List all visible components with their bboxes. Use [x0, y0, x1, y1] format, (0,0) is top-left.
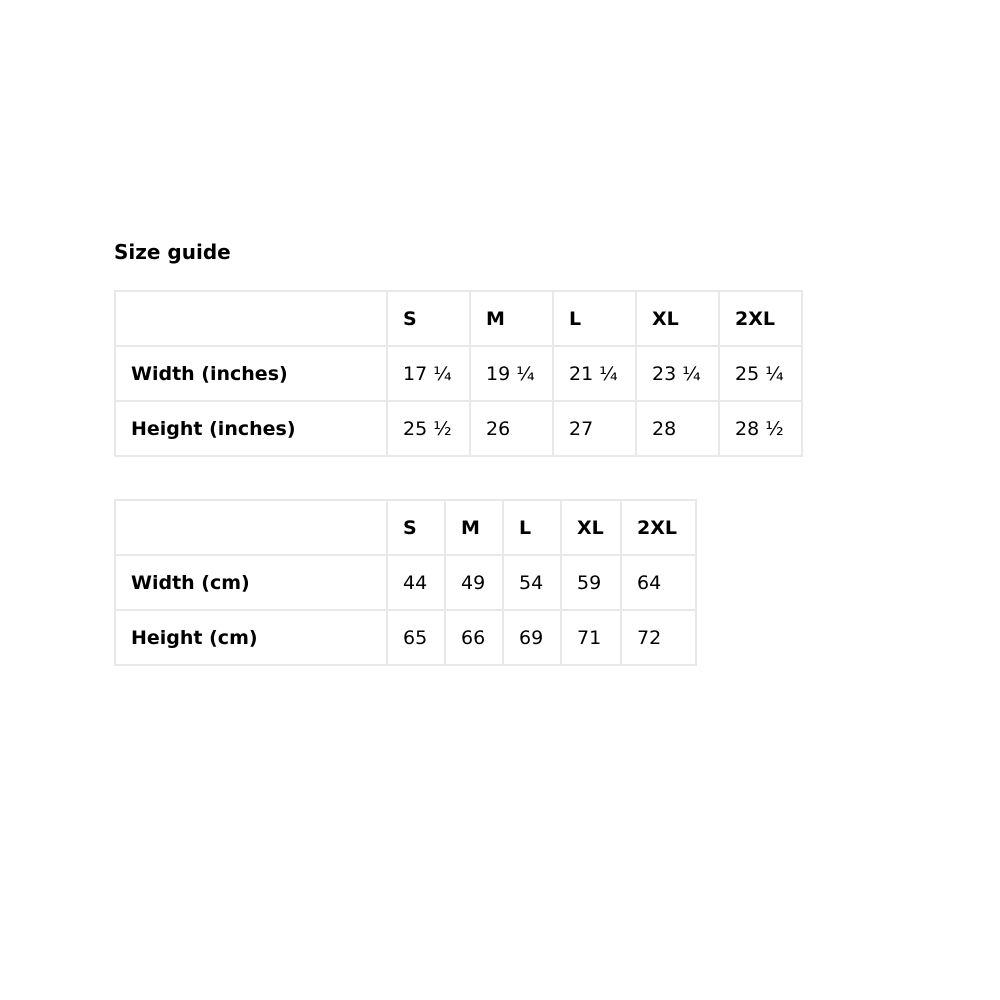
table-cell: 27 [553, 401, 636, 456]
table-cell: 54 [503, 555, 561, 610]
table-row [115, 401, 802, 456]
header-cell-empty [115, 500, 387, 555]
table-row [115, 346, 802, 401]
table-cell: 26 [470, 401, 553, 456]
table-cell: 49 [445, 555, 503, 610]
header-cell-s: S [387, 291, 470, 346]
table-cell: 25 ½ [387, 401, 470, 456]
row-label: Height (cm) [115, 610, 387, 665]
table-cell: 64 [621, 555, 696, 610]
table-cell: 59 [561, 555, 621, 610]
table-cell: 17 ¼ [387, 346, 470, 401]
table-cell: 72 [621, 610, 696, 665]
table-cell: 23 ¼ [636, 346, 719, 401]
table-cell: 19 ¼ [470, 346, 553, 401]
table-cell: 28 ½ [719, 401, 802, 456]
table-cell: 21 ¼ [553, 346, 636, 401]
header-cell-empty [115, 291, 387, 346]
table-cell: 44 [387, 555, 445, 610]
header-cell-m: M [445, 500, 503, 555]
row-label: Width (cm) [115, 555, 387, 610]
table-cell: 28 [636, 401, 719, 456]
table-cell: 66 [445, 610, 503, 665]
header-cell-xl: XL [561, 500, 621, 555]
header-cell-l: L [553, 291, 636, 346]
table-cell: 71 [561, 610, 621, 665]
table-cell: 25 ¼ [719, 346, 802, 401]
table-row [115, 610, 696, 665]
size-table-inches [114, 290, 803, 457]
header-cell-s: S [387, 500, 445, 555]
header-cell-m: M [470, 291, 553, 346]
header-cell-2xl: 2XL [621, 500, 696, 555]
table-cell: 69 [503, 610, 561, 665]
size-table-cm [114, 499, 697, 666]
row-label: Width (inches) [115, 346, 387, 401]
table-row [115, 555, 696, 610]
table-cell: 65 [387, 610, 445, 665]
table-header-row [115, 500, 696, 555]
page-title: Size guide [114, 240, 231, 264]
header-cell-xl: XL [636, 291, 719, 346]
header-cell-l: L [503, 500, 561, 555]
table-header-row [115, 291, 802, 346]
row-label: Height (inches) [115, 401, 387, 456]
header-cell-2xl: 2XL [719, 291, 802, 346]
